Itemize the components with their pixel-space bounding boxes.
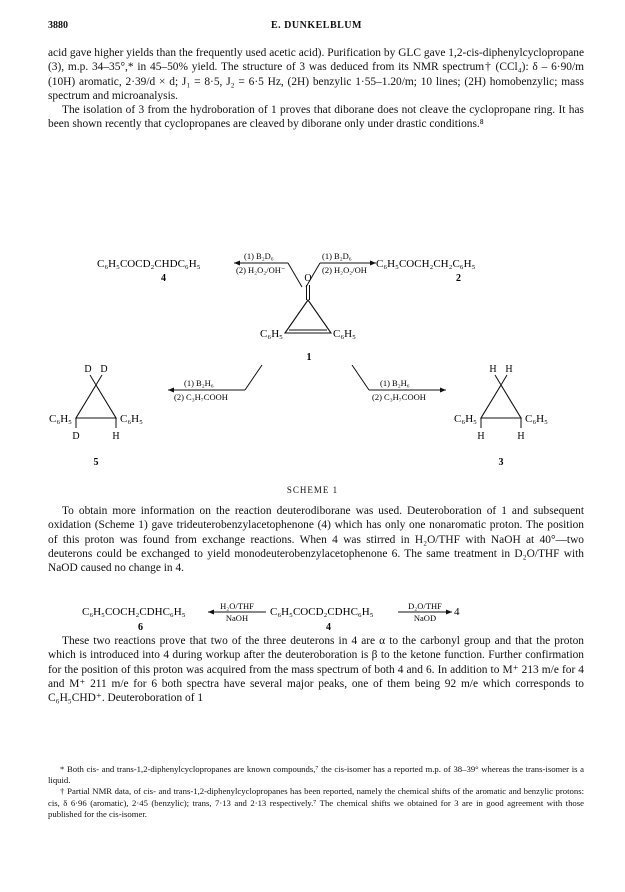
arrow-no-change-bottom: NaOD bbox=[413, 613, 437, 623]
carbonyl-oxygen: O bbox=[304, 273, 312, 284]
arrow-to-6-bottom: NaOH bbox=[225, 613, 249, 623]
paragraph: These two reactions prove that two of the three deuterons in 4 are α to the carbonyl group and that the proton which is introduced into 4 during workup after the deuteroboration is β to the ketone function. Further confirmation for the position of this proton was acquired from the mass spectrum of both 4 and 6. In addition to M⁺ 213 m/e for 4 and M⁺ 211 m/e for 6 both spectra have several major peaks, one of them being 92 m/e which corresponds to C₆H₅CHD⁺. Deuteroboration of 1 bbox=[48, 635, 584, 705]
arrow-to-4-reagent-1: (1) B₂D₆ bbox=[244, 251, 274, 261]
cp5-phenyl-right: C₆H₅ bbox=[120, 413, 143, 425]
cp1-phenyl-left: C₆H₅ bbox=[260, 328, 283, 340]
body-text-bottom bbox=[48, 634, 584, 705]
cyclopropenone-ring bbox=[285, 300, 331, 333]
arrow-to-3-reagent-1: (1) B₂H₆ bbox=[380, 378, 410, 388]
arrow-to-2-reagent-2: (2) H₂O₂/OH bbox=[322, 265, 367, 275]
equation-product: 4 bbox=[454, 606, 460, 618]
compound-1-label: 1 bbox=[306, 352, 312, 363]
arrow-no-change-top: D₂O/THF bbox=[408, 602, 442, 611]
stem-left bbox=[288, 263, 302, 287]
paragraph: acid gave higher yields than the frequently used acetic acid). Purification by GLC gave 1,2-cis-diphenylcyclopropane (3), m.p. 34–35°,* in 45–50% yield. The structure of 3 was deduced from its NMR spectrum† (CCl₄): δ – 6·90/m (10H) aromatic, 2·39/d × d; J₁ = 8·5, J₂ = 6·5 Hz, (2H) benzylic 1·55–1.20/m; 10 lines; (2H) homobenzylic; mass spectrum and microanalysis. bbox=[48, 47, 584, 102]
cp3-phenyl-right: C₆H₅ bbox=[525, 413, 548, 425]
cp3-bond-h2 bbox=[501, 375, 507, 385]
compound-4-formula-eq: C₆H₅COCD₂CDHC₆H₅ bbox=[270, 606, 374, 618]
cp5-h-bottom: H bbox=[112, 431, 120, 442]
cp3-h-top-left: H bbox=[489, 364, 497, 375]
reaction-scheme bbox=[0, 225, 625, 485]
compound-5-label: 5 bbox=[93, 457, 99, 468]
arrow-to-4-reagent-2: (2) H₂O₂/OH⁻ bbox=[236, 265, 286, 275]
running-header bbox=[48, 20, 585, 34]
body-text-mid bbox=[48, 504, 584, 575]
stem-lower-right bbox=[352, 365, 369, 390]
paragraph: The isolation of 3 from the hydroboration of 1 proves that diborane does not cleave the cyclopropane ring. It has been shown recently that cyclopropanes are cleaved by diborane only under drastic conditions.⁸ bbox=[48, 104, 584, 131]
compound-4-label: 4 bbox=[161, 273, 166, 284]
arrow-to-5-reagent-2: (2) C₃H₇COOH bbox=[174, 392, 228, 402]
footnote: † Partial NMR data, of cis- and trans-1,2-diphenylcyclopropanes has been reported, namely the chemical shifts of the aromatic and benzylic protons: cis, δ 6·96 (aromatic), 2·45 (benzylic); trans, 7·13 and 2·13 respectively.⁷ The chemical shifts we obtained for 3 are in good agreement with those published for the cis-isomer. bbox=[48, 786, 584, 819]
cp5-ring bbox=[76, 385, 116, 418]
compound-6-formula: C₆H₅COCH₂CDHC₆H₅ bbox=[82, 606, 186, 618]
cp5-bond-d2 bbox=[96, 375, 102, 385]
running-author: E. DUNKELBLUM bbox=[271, 20, 362, 31]
compound-4-formula: C₆H₅COCD₂CHDC₆H₅ bbox=[97, 258, 201, 270]
arrow-to-2-reagent-1: (1) B₂D₆ bbox=[322, 251, 352, 261]
arrow-to-5-reagent-1: (1) B₂H₆ bbox=[184, 378, 214, 388]
compound-6-label: 6 bbox=[138, 622, 143, 632]
arrow-to-6-top: H₂O/THF bbox=[220, 602, 254, 611]
arrow-no-change-head bbox=[446, 610, 452, 615]
exchange-equation bbox=[48, 602, 584, 632]
cp3-h-bottom-left: H bbox=[477, 431, 485, 442]
body-text-top bbox=[48, 46, 584, 132]
scheme-caption: SCHEME 1 bbox=[286, 485, 339, 495]
footnote: * Both cis- and trans-1,2-diphenylcyclopropanes are known compounds,⁷ the cis-isomer has a reported m.p. of 38–39° whereas the trans-isomer is a liquid. bbox=[48, 764, 584, 786]
arrow-to-6-head bbox=[208, 610, 214, 615]
cp5-bond-d1 bbox=[90, 375, 96, 385]
cp3-phenyl-left: C₆H₅ bbox=[454, 413, 477, 425]
footnotes bbox=[48, 764, 584, 820]
compound-3-label: 3 bbox=[498, 457, 504, 468]
cp5-d-top-left: D bbox=[84, 364, 92, 375]
compound-2-label: 2 bbox=[456, 273, 461, 284]
cp5-d-bottom: D bbox=[72, 431, 80, 442]
cp3-bond-h1 bbox=[495, 375, 501, 385]
stem-lower-left bbox=[245, 365, 262, 390]
cp5-phenyl-left: C₆H₅ bbox=[49, 413, 72, 425]
cp1-phenyl-right: C₆H₅ bbox=[333, 328, 356, 340]
arrow-to-3-reagent-2: (2) C₃H₇COOH bbox=[372, 392, 426, 402]
paragraph: To obtain more information on the reaction deuterodiborane was used. Deuteroboration of 1 and subsequent oxidation (Scheme 1) gave trideuterobenzylacetophenone (4) which has only one nonaromatic proton. The position of this proton was found from exchange reactions. When 4 was stirred in H₂O/THF with NaOH at 40°—two deuterons could be exchanged to yield monodeuterobenzylacetophenone 6. The same treatment in D₂O/THF with NaOD caused no change in 4. bbox=[48, 505, 584, 575]
cp5-d-top-right: D bbox=[100, 364, 108, 375]
arrow-to-3-head bbox=[440, 388, 446, 393]
cp3-h-bottom-right: H bbox=[517, 431, 525, 442]
compound-4-label-eq: 4 bbox=[326, 622, 331, 632]
cp3-h-top-right: H bbox=[505, 364, 513, 375]
cp3-ring bbox=[481, 385, 521, 418]
compound-2-formula: C₆H₅COCH₂CH₂C₆H₅ bbox=[376, 258, 476, 270]
page-number: 3880 bbox=[48, 20, 68, 31]
